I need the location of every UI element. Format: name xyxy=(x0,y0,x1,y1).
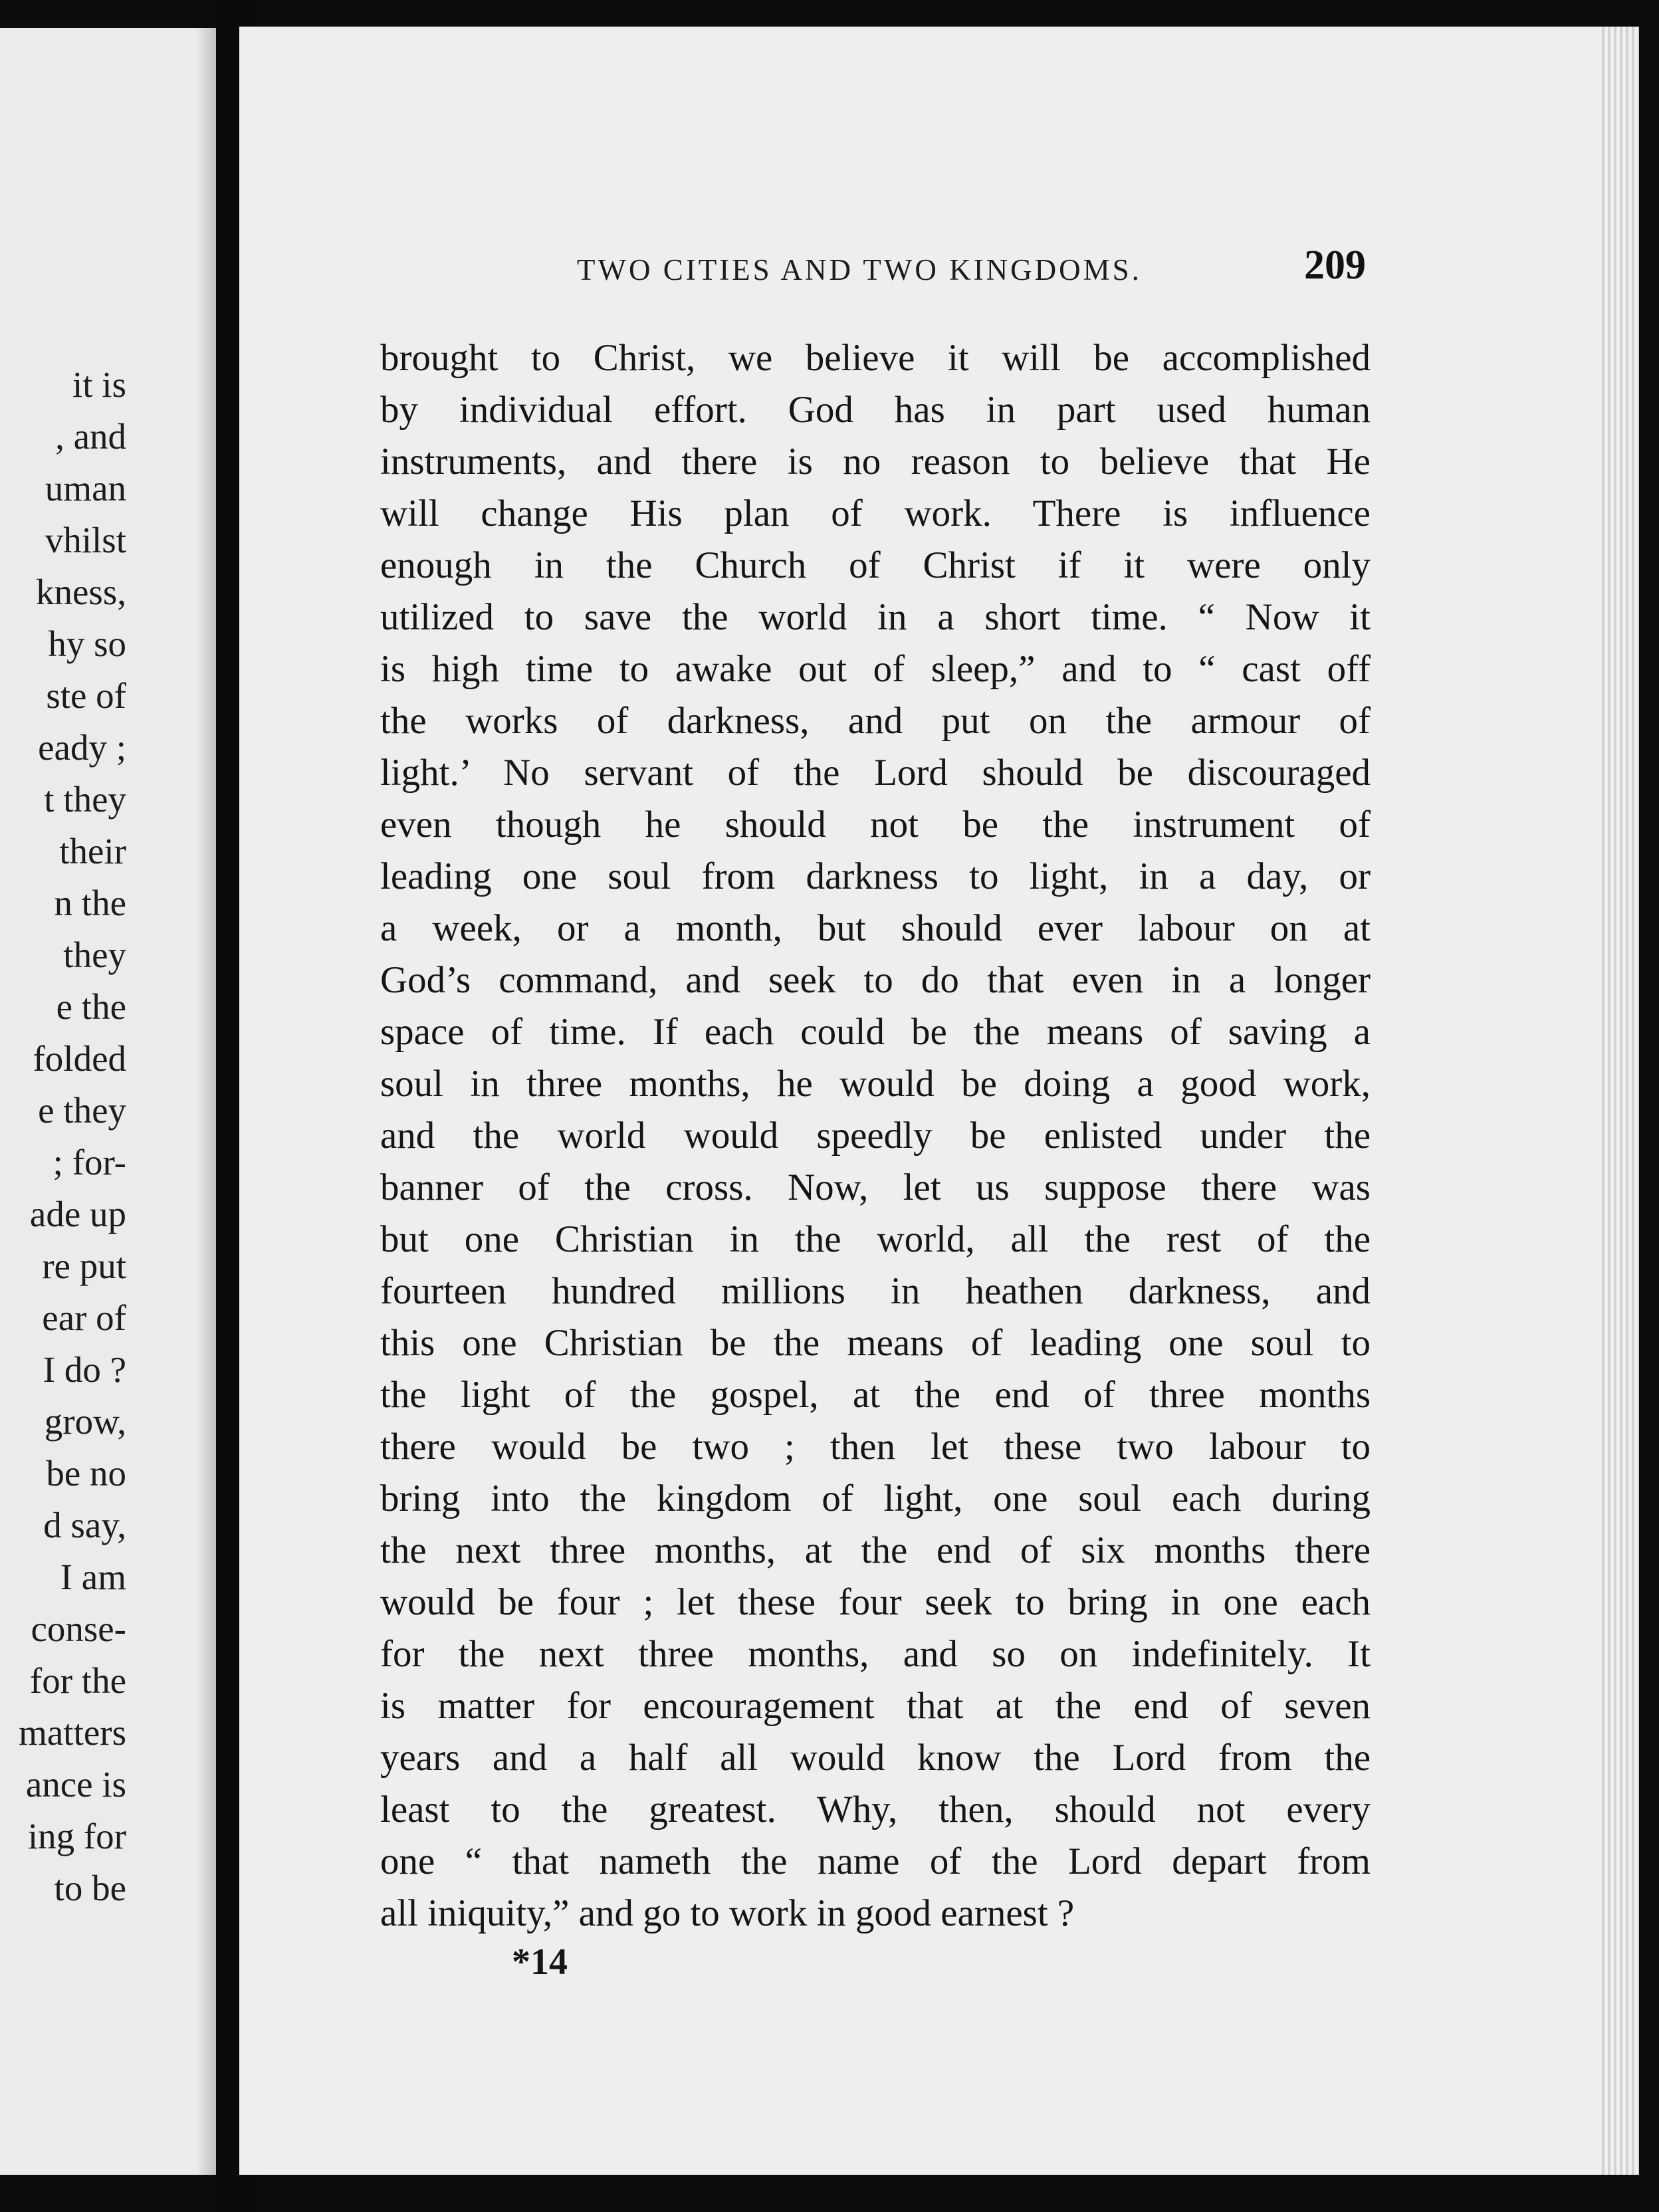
body-line: years and a half all would know the Lord from the xyxy=(380,1737,1371,1779)
facing-page-line: t they xyxy=(44,779,126,820)
facing-page-line: ear of xyxy=(42,1297,126,1338)
body-line: by individual effort. God has in part used human xyxy=(380,389,1371,431)
body-line: banner of the cross. Now, let us suppose there was xyxy=(380,1166,1371,1208)
page-number: 209 xyxy=(1304,243,1366,288)
facing-page-line: vhilst xyxy=(45,520,126,560)
body-line: the next three months, at the end of six months there xyxy=(380,1529,1371,1571)
body-text xyxy=(380,332,1371,1939)
facing-page-line: for the xyxy=(29,1660,126,1701)
facing-page-line: ade up xyxy=(29,1194,126,1234)
facing-page-line: e the xyxy=(56,986,126,1027)
page-edges xyxy=(1602,27,1639,2175)
facing-page-line: uman xyxy=(45,468,126,508)
body-line: instruments, and there is no reason to believe that He xyxy=(380,441,1371,483)
body-line: for the next three months, and so on indefinitely. It xyxy=(380,1633,1371,1675)
body-line: this one Christian be the means of leading one soul to xyxy=(380,1322,1371,1364)
body-line: the light of the gospel, at the end of three months xyxy=(380,1374,1371,1416)
body-line: there would be two ; then let these two labour to xyxy=(380,1426,1371,1468)
body-line: will change His plan of work. There is influence xyxy=(380,493,1371,534)
body-line: fourteen hundred millions in heathen darkness, and xyxy=(380,1270,1371,1312)
facing-page-line: ; for- xyxy=(53,1142,126,1182)
body-line: but one Christian in the world, all the rest of the xyxy=(380,1218,1371,1260)
facing-page-line: I do ? xyxy=(43,1349,126,1390)
body-line: least to the greatest. Why, then, should not every xyxy=(380,1789,1371,1830)
facing-page-line: their xyxy=(59,831,126,871)
body-line: is matter for encouragement that at the end of seven xyxy=(380,1685,1371,1727)
facing-page-line: n the xyxy=(54,883,126,923)
facing-page-line: ste of xyxy=(46,675,126,716)
body-line: bring into the kingdom of light, one soul each during xyxy=(380,1478,1371,1519)
body-line: and the world would speedly be enlisted under the xyxy=(380,1115,1371,1157)
body-line: is high time to awake out of sleep,” and to “ cast off xyxy=(380,648,1371,690)
facing-page-line: matters xyxy=(19,1712,126,1753)
facing-page-line: d say, xyxy=(43,1505,126,1545)
facing-page-line: eady ; xyxy=(38,727,126,768)
facing-page-line: kness, xyxy=(36,572,126,612)
body-line: God’s command, and seek to do that even in a longer xyxy=(380,959,1371,1001)
facing-page-line: re put xyxy=(42,1246,126,1286)
facing-page-line: be no xyxy=(46,1453,126,1493)
facing-page-line: ing for xyxy=(27,1816,126,1856)
facing-page xyxy=(0,28,216,2175)
body-line: a week, or a month, but should ever labour on at xyxy=(380,907,1371,949)
facing-page-line: they xyxy=(63,935,126,975)
body-line: leading one soul from darkness to light, in a day, or xyxy=(380,855,1371,897)
gutter-shadow xyxy=(196,28,216,2175)
facing-page-line: folded xyxy=(33,1038,126,1079)
body-line: utilized to save the world in a short time. “ Now it xyxy=(380,596,1371,638)
running-head: TWO CITIES AND TWO KINGDOMS. xyxy=(577,253,1142,286)
body-line: even though he should not be the instrument of xyxy=(380,804,1371,845)
facing-page-line: it is xyxy=(72,364,126,405)
facing-page-line: e they xyxy=(38,1090,126,1131)
facing-page-line: I am xyxy=(60,1557,126,1597)
body-line: all iniquity,” and go to work in good earnest ? xyxy=(380,1892,1075,1934)
facing-page-line: conse- xyxy=(31,1608,126,1649)
body-line: would be four ; let these four seek to bring in one each xyxy=(380,1581,1371,1623)
facing-page-line: ance is xyxy=(25,1764,126,1805)
body-line: enough in the Church of Christ if it were only xyxy=(380,544,1371,586)
facing-page-line: to be xyxy=(54,1868,126,1908)
facing-page-line: grow, xyxy=(44,1401,126,1442)
body-line: brought to Christ, we believe it will be accomplished xyxy=(380,337,1371,379)
body-line: space of time. If each could be the means of saving a xyxy=(380,1011,1371,1053)
body-line: one “ that nameth the name of the Lord depart from xyxy=(380,1840,1371,1882)
facing-page-line: hy so xyxy=(48,623,126,664)
facing-page-line: , and xyxy=(55,416,126,457)
body-line: soul in three months, he would be doing a good work, xyxy=(380,1063,1371,1105)
body-line: the works of darkness, and put on the armour of xyxy=(380,700,1371,742)
signature-mark: *14 xyxy=(512,1941,568,1983)
body-line: light.’ No servant of the Lord should be discouraged xyxy=(380,752,1371,794)
